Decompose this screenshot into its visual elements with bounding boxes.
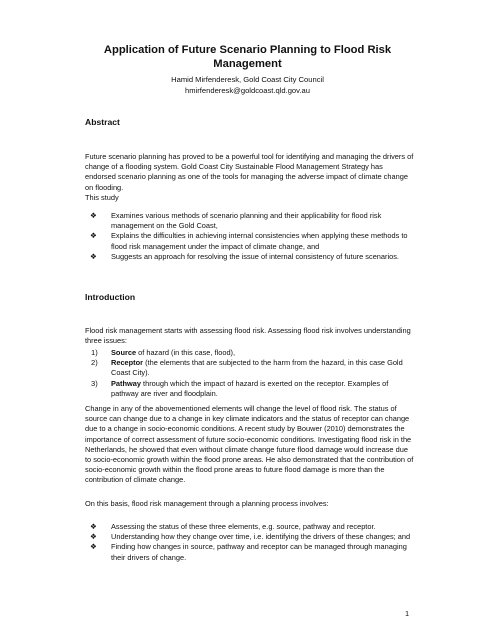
diamond-bullet-icon: ❖ <box>90 211 97 220</box>
diamond-bullet-icon: ❖ <box>90 251 97 261</box>
list-item: 1) Source of hazard (in this case, flood), <box>91 348 236 357</box>
introduction-paragraph-3: On this basis, flood risk management through a planning process involves: <box>85 499 329 508</box>
introduction-heading: Introduction <box>85 292 136 302</box>
list-item: ❖ Finding how changes in source, pathway and receptor can be managed through managing their drivers of change. <box>90 542 407 562</box>
list-item: ❖ Examines various methods of scenario planning and their applicability for flood risk management on the Gold Coast, <box>90 211 382 231</box>
title-line-1: Application of Future Scenario Planning to Flood Risk <box>103 44 392 56</box>
list-item: 3) Pathway through which the impact of hazard is exerted on the receptor. Examples of pathway are river and floodplain. <box>91 378 389 398</box>
page-number: 1 <box>405 609 410 618</box>
diamond-bullet-icon: ❖ <box>90 522 97 531</box>
introduction-paragraph-2: Change in any of the abovementioned elements will change the level of flood risk. The status of source can change due to a change in key climate indicators and the status of receptor can change due to a change in socio-economic conditions. A recent study by Bouwer (2010) demonstrates the importance of correct assessment of future socio-economic conditions. Investigating flood risk in the Netherlands, he showed that even without climate change future flood damage would increase due to socio-economic growth within the flood prone areas. He also demonstrated that the contribution of socio-economic growth within the flood prone areas to future flood damage is more than the contribution of climate change. <box>85 404 414 485</box>
numbered-issue-list <box>85 348 415 399</box>
abstract-paragraph: Future scenario planning has proved to be a powerful tool for identifying and managing the drivers of change of a flooding system. Gold Coast City Sustainable Flood Management Strategy has endorsed scenario planning as one of the tools for managing the adverse impact of climate change on flooding. <box>85 152 414 192</box>
introduction-paragraph-1: Flood risk management starts with assessing flood risk. Assessing flood risk involves understanding three issues: <box>85 326 411 346</box>
list-item: ❖ Understanding how they change over time, i.e. identifying the drivers of these changes; and <box>90 532 411 542</box>
abstract-lead: This study <box>85 193 119 202</box>
author-line: Hamid Mirfenderesk, Gold Coast City Council <box>171 75 324 84</box>
title-line-2: Management <box>213 58 282 70</box>
abstract-bullet-list <box>85 211 415 262</box>
list-item: ❖ Assessing the status of these three elements, e.g. source, pathway and receptor. <box>90 522 376 531</box>
diamond-bullet-icon: ❖ <box>90 542 97 552</box>
list-item: ❖ Suggests an approach for resolving the issue of internal consistency of future scenarios. <box>90 251 399 261</box>
list-item: 2) Receptor (the elements that are subjected to the harm from the hazard, in this case Gold Coast City). <box>91 358 403 378</box>
diamond-bullet-icon: ❖ <box>90 231 97 241</box>
introduction-bullet-list <box>85 522 415 563</box>
author-email: hmirfenderesk@goldcoast.qld.gov.au <box>185 86 310 95</box>
abstract-heading: Abstract <box>85 117 120 127</box>
list-item: ❖ Explains the difficulties in achieving internal consistencies when applying these methods to flood risk management under the impact of climate change, and <box>90 231 408 251</box>
paper-title <box>60 43 435 71</box>
diamond-bullet-icon: ❖ <box>90 532 97 542</box>
